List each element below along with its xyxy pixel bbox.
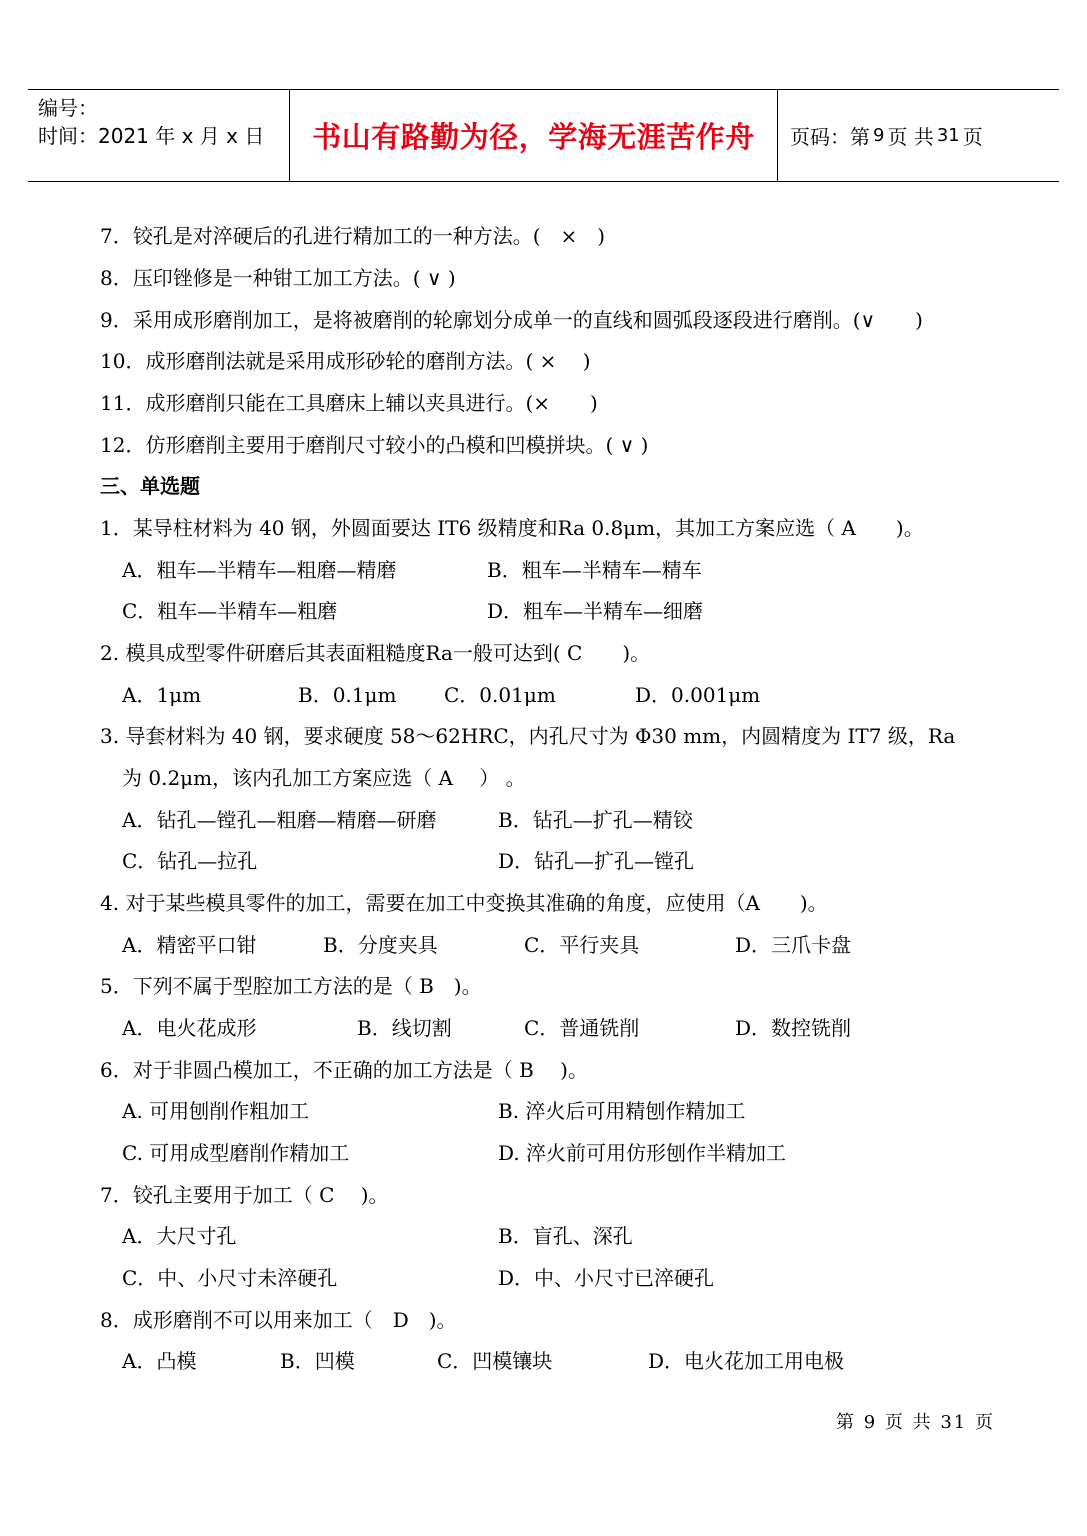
section-title: 三、单选题 — [100, 474, 200, 498]
q7-option-c: C．中、小尺寸未淬硬孔 — [122, 1266, 338, 1290]
q5-option-c: C．普通铣削 — [524, 1016, 640, 1040]
q3-option-b: B．钻孔—扩孔—精铰 — [498, 808, 693, 832]
page-total: 31 — [936, 125, 960, 146]
q1-option-b: B．粗车—半精车—精车 — [487, 558, 702, 582]
q8-option-b: B．凹模 — [280, 1349, 355, 1373]
header-meta — [28, 90, 290, 181]
header-motto: 书山有路勤为径，学海无涯苦作舟 — [312, 120, 755, 154]
q1-option-c: C．粗车—半精车—粗磨 — [122, 599, 338, 623]
q7-option-a: A．大尺寸孔 — [122, 1224, 237, 1248]
q5-option-d: D．数控铣削 — [735, 1016, 852, 1040]
q2-option-c: C．0.01μm — [444, 683, 556, 707]
q3-option-d: D．钻孔—扩孔—镗孔 — [498, 849, 695, 873]
q4-option-c: C．平行夹具 — [524, 933, 640, 957]
q8-option-a: A．凸模 — [122, 1349, 197, 1373]
q3-stem-line1: 3. 导套材料为 40 钢，要求硬度 58～62HRC，内孔尺寸为 Φ30 mm，内圆精度为 IT7 级，Ra — [100, 724, 956, 748]
tf-item-10: 10．成形磨削法就是采用成形砂轮的磨削方法。( × ) — [100, 349, 591, 373]
document-number-label: 编号： — [38, 96, 98, 120]
q4-option-a: A．精密平口钳 — [122, 933, 257, 957]
q2-stem: 2. 模具成型零件研磨后其表面粗糙度Ra一般可达到( C )。 — [100, 641, 651, 665]
q2-option-b: B．0.1μm — [298, 683, 397, 707]
q8-stem: 8．成形磨削不可以用来加工（ D )。 — [100, 1308, 457, 1332]
header-page-number — [778, 90, 1059, 181]
tf-item-11: 11．成形磨削只能在工具磨床上辅以夹具进行。(× ) — [100, 391, 598, 415]
q4-option-b: B．分度夹具 — [323, 933, 438, 957]
q1-stem: 1．某导柱材料为 40 钢，外圆面要达 IT6 级精度和Ra 0.8μm，其加工方案应选（ A )。 — [100, 516, 924, 540]
q2-option-d: D．0.001μm — [635, 683, 761, 707]
header-motto-cell — [290, 90, 778, 181]
q8-option-c: C．凹模镶块 — [437, 1349, 553, 1373]
q4-option-d: D．三爪卡盘 — [735, 933, 852, 957]
page-header — [28, 89, 1059, 182]
q1-option-d: D．粗车—半精车—细磨 — [487, 599, 704, 623]
q2-option-a: A．1μm — [122, 683, 202, 707]
tf-item-8: 8．压印锉修是一种钳工加工方法。( ∨ ) — [100, 266, 456, 290]
q1-option-a: A．粗车—半精车—粗磨—精磨 — [122, 558, 397, 582]
q6-option-a: A. 可用刨削作粗加工 — [122, 1099, 310, 1123]
q7-option-b: B．盲孔、深孔 — [498, 1224, 633, 1248]
tf-item-7: 7．铰孔是对淬硬后的孔进行精加工的一种方法。( × ) — [100, 224, 606, 248]
q6-stem: 6．对于非圆凸模加工，不正确的加工方法是（ B )。 — [100, 1058, 588, 1082]
page-prefix: 页码：第 — [790, 125, 870, 149]
q3-option-a: A．钻孔—镗孔—粗磨—精磨—研磨 — [122, 808, 437, 832]
page-suffix: 页 — [962, 125, 983, 149]
tf-item-9: 9．采用成形磨削加工，是将被磨削的轮廓划分成单一的直线和圆弧段逐段进行磨削。(∨ ) — [100, 308, 923, 332]
page-mid: 页 共 — [887, 125, 934, 149]
q5-stem: 5．下列不属于型腔加工方法的是（ B )。 — [100, 974, 482, 998]
q6-option-b: B. 淬火后可用精刨作精加工 — [498, 1099, 746, 1123]
q7-option-d: D．中、小尺寸已淬硬孔 — [498, 1266, 715, 1290]
q4-stem: 4. 对于某些模具零件的加工，需要在加工中变换其准确的角度，应使用（A )。 — [100, 891, 828, 915]
tf-item-12: 12．仿形磨削主要用于磨削尺寸较小的凸模和凹模拼块。( ∨ ) — [100, 433, 649, 457]
q3-option-c: C．钻孔—拉孔 — [122, 849, 258, 873]
q6-option-d: D. 淬火前可用仿形刨作半精加工 — [498, 1141, 787, 1165]
page-footer: 第 9 页 共 31 页 — [836, 1412, 995, 1433]
q3-stem-line2: 为 0.2μm，该内孔加工方案应选（ A ） 。 — [122, 766, 526, 790]
q8-option-d: D．电火花加工用电极 — [648, 1349, 845, 1373]
page-current: 9 — [873, 125, 885, 146]
document-time: 时间：2021 年 x 月 x 日 — [38, 124, 265, 148]
q6-option-c: C. 可用成型磨削作精加工 — [122, 1141, 350, 1165]
q5-option-b: B．线切割 — [357, 1016, 452, 1040]
q5-option-a: A．电火花成形 — [122, 1016, 257, 1040]
q7-stem: 7．铰孔主要用于加工（ C )。 — [100, 1183, 389, 1207]
